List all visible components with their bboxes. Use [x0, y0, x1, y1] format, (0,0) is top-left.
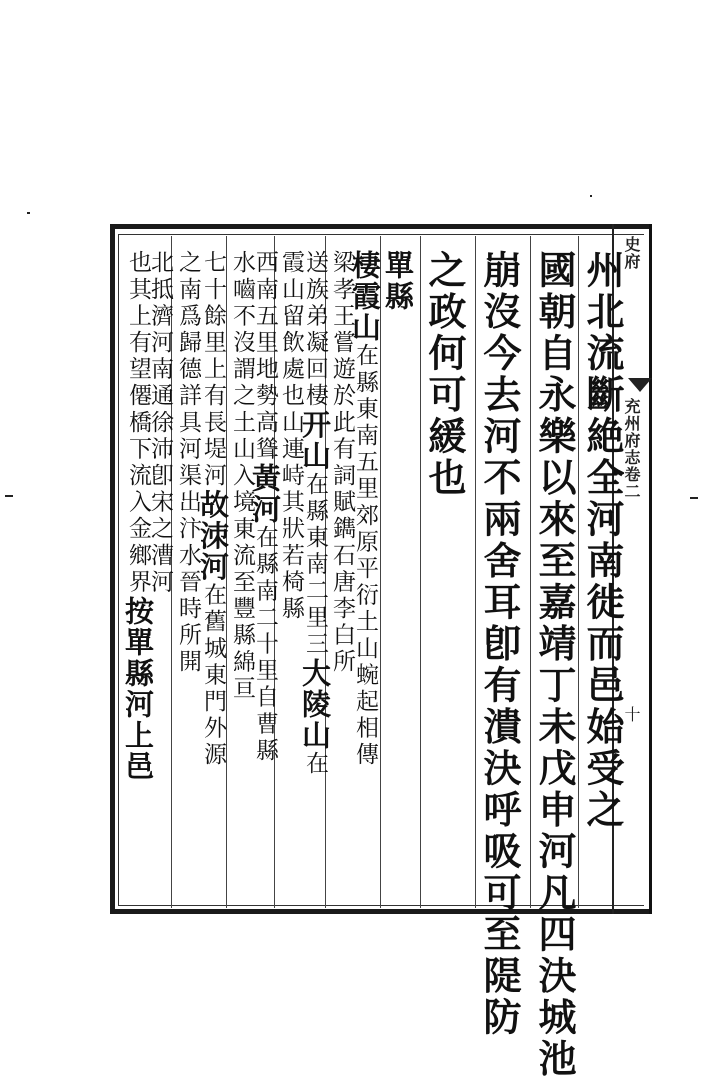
place-heading: 棲霞山	[348, 250, 382, 343]
text-run: 之政何可緩也	[422, 250, 467, 499]
ink-speck	[690, 497, 698, 499]
text-column	[381, 250, 415, 905]
text-run: 國朝自永樂以來至嘉靖丁未戊申河凡四決城池	[532, 250, 577, 1080]
text-column	[176, 250, 199, 905]
text-column	[298, 250, 332, 905]
text-column	[196, 250, 230, 905]
text-run: 在舊城東門外源	[200, 582, 226, 769]
text-run: 也其上有望僊橋下流入金鄉界	[125, 250, 151, 596]
ink-speck	[5, 495, 13, 497]
text-run: 縣	[278, 595, 304, 623]
text-run: 七十餘里上有長堤河	[200, 250, 226, 490]
column-rule	[578, 236, 579, 908]
text-run: 山連峙其狀若椅	[278, 409, 304, 596]
text-run: 西南五里地勢高聳	[252, 250, 278, 463]
text-column	[330, 250, 353, 905]
text-column	[422, 250, 467, 905]
place-heading: 按單縣河上邑	[121, 595, 155, 782]
text-column	[477, 250, 522, 1039]
text-run: 之南爲歸德詳具河渠	[175, 250, 201, 490]
text-run: 水嚙不沒謂之土山	[229, 250, 255, 463]
text-run: 北抵濟河南通徐沛卽宋之漕河	[147, 250, 173, 596]
margin-corner-mark: 十	[622, 706, 641, 723]
margin-top-label: 史府	[622, 236, 641, 270]
text-run: 梁孝王嘗遊於此有詞賦鐫石唐李白所	[329, 250, 355, 676]
text-run: 在縣南二十里自曹縣	[252, 524, 278, 765]
ink-speck	[590, 195, 592, 197]
text-run: 州北流斷絶全河南徙而邑始受之	[580, 250, 625, 831]
text-run: 在	[302, 750, 328, 778]
place-heading: 大陵山	[298, 657, 332, 751]
text-run: 在縣東南五里郊原平衍土山蜿起相傳	[352, 343, 378, 769]
column-rule	[420, 236, 421, 908]
text-run: 在縣東南二里三	[302, 471, 328, 658]
place-heading: 單縣	[381, 250, 415, 312]
text-column	[580, 250, 625, 905]
column-rule	[475, 236, 476, 908]
margin-title-label: 充州府志卷二	[622, 398, 641, 500]
ink-speck	[27, 212, 30, 214]
text-run: 入境東流至豐縣綿亘	[229, 462, 255, 703]
text-column	[532, 250, 577, 1080]
column-rule	[530, 236, 531, 908]
text-column	[279, 250, 302, 905]
fish-tail-mark	[628, 378, 652, 392]
place-heading: 开山	[298, 409, 332, 472]
place-heading: 黃河	[248, 462, 282, 525]
text-column	[230, 250, 253, 905]
text-run: 送族弟凝回棲	[302, 250, 328, 410]
place-heading: 故洓河	[196, 489, 230, 583]
text-run: 崩沒今去河不兩舍耳卽有潰決呼吸可至隄防	[477, 250, 522, 1039]
text-run: 霞山留飲處也	[278, 250, 304, 410]
text-column	[121, 250, 155, 905]
text-run: 出汴水晉時所開	[175, 489, 201, 676]
